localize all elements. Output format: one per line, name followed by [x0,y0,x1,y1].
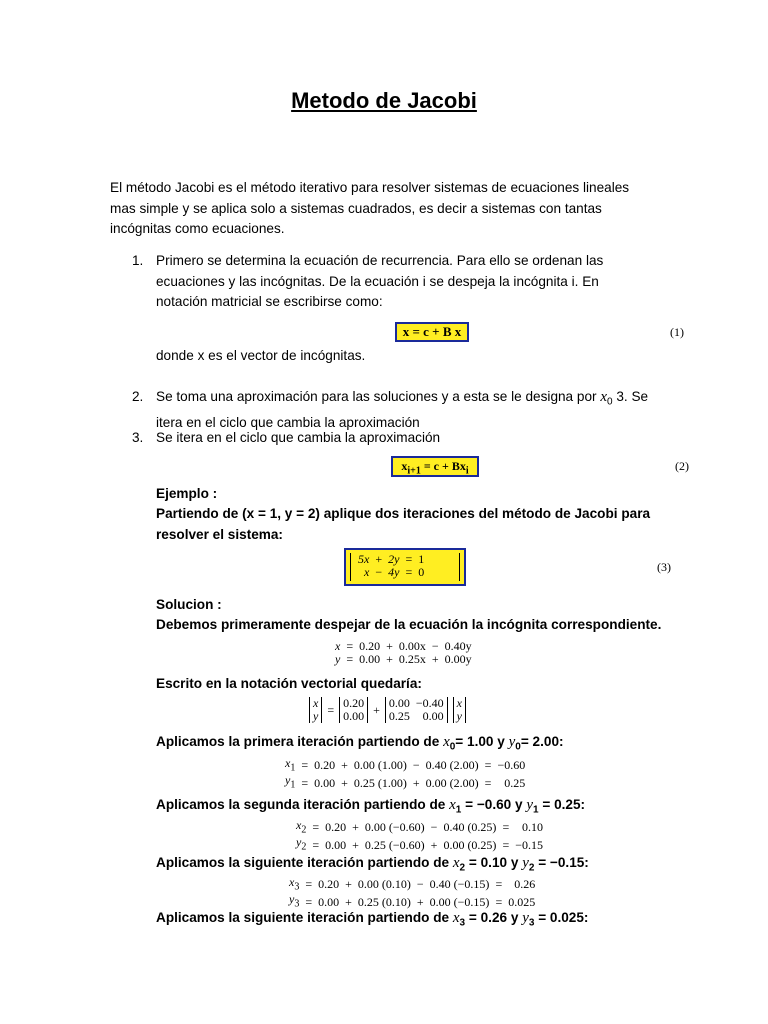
iteration3-table [286,876,538,911]
intro-line: mas simple y se aplica solo a sistemas cuadrados, es decir a sistemas con tantas [110,200,602,216]
vector-equation: x y = 0.20 0.00 + 0.00 −0.40 0.25 0.00 x y [309,697,466,723]
iteration-row: $x_1$ = 0.20 + 0.00 (1.00) − 0.40 (2.00) = −0.60 [285,756,526,774]
example-text [156,504,650,545]
step2-text [156,387,648,434]
vector-lhs: x y [309,697,322,723]
intro-paragraph [110,178,629,240]
iteration3-text: Aplicamos la siguiente iteración partiendo de $x_2 = 0.10$ y $y_2 = -0.15$: [156,855,589,874]
example-label: Ejemplo : [156,486,218,501]
intro-line: El método Jacobi es el método iterativo para resolver sistemas de ecuaciones lineales [110,180,630,195]
system-row: x − 4y = 0 [364,565,425,579]
matrix-b: 0.00 −0.40 0.25 0.00 [385,697,448,723]
vector-notation-text: Escrito en la notación vectorial quedaría: [156,676,422,691]
step3-text: Se itera en el ciclo que cambia la aproximación [156,430,441,445]
equation-number: (1) [670,325,684,339]
equation-number: (2) [675,459,689,473]
page-title: Metodo de Jacobi [291,88,477,113]
iteration-row: $y_1$ = 0.00 + 0.25 (1.00) + 0.00 (2.00) = 0.25 [285,773,526,791]
iteration2-table [293,819,546,854]
step2-line2: itera en el ciclo que cambia la aproximación [156,415,420,431]
solved-equations [332,640,475,666]
vector-rhs: x y [453,697,466,723]
example-line: resolver el sistema: [156,526,283,542]
iteration-equation-box: $x_{i+1} = c + Bx_i$ [391,456,479,477]
iteration-row: $x_2$ = 0.20 + 0.00 (−0.60) − 0.40 (0.25) = 0.10 [296,818,543,836]
equation-row: y = 0.00 + 0.25x + 0.00y [335,652,472,666]
system-equation-box [344,548,466,586]
step1-after-text: donde x es el vector de incógnitas. [156,348,366,363]
step1-line: Primero se determina la ecuación de recurrencia. Para ello se ordenan las [156,253,604,268]
equation-number: (3) [657,560,671,574]
recurrence-equation-box: x = c + B x [395,322,469,342]
equation-row: x = 0.20 + 0.00x − 0.40y [335,639,472,653]
step1-line: notación matricial se escribirse como: [156,294,383,309]
iteration1-table [282,757,528,792]
intro-line: incógnitas como ecuaciones. [110,221,285,236]
iteration-row: $y_3$ = 0.00 + 0.25 (0.10) + 0.00 (−0.15) = 0.025 [289,892,536,910]
step2-line1: Se toma una aproximación para las soluciones y a esta se le designa por $x_0$ 3. Se [156,389,649,408]
iteration1-text: Aplicamos la primera iteración partiendo de $x_0= 1.00$ y $y_0= 2.00$: [156,734,564,753]
step-number: 1. [132,253,144,268]
solution-text: Debemos primeramente despejar de la ecuación la incógnita correspondiente. [156,617,662,632]
iteration-row: $y_2$ = 0.00 + 0.25 (−0.60) + 0.00 (0.25) = −0.15 [296,835,543,853]
step1-text [156,251,603,313]
vector-c: 0.20 0.00 [339,697,368,723]
iteration2-text: Aplicamos la segunda iteración partiendo de $x_1 = -0.60$ y $y_1 = 0.25$: [156,797,586,816]
system-row: 5x + 2y = 1 [358,552,425,566]
solution-label: Solucion : [156,597,222,612]
iteration4-text: Aplicamos la siguiente iteración partiendo de $x_3 = 0.26$ y $y_3 = 0.025$: [156,910,589,929]
iteration-row: $x_3$ = 0.20 + 0.00 (0.10) − 0.40 (−0.15) = 0.26 [289,875,536,893]
step-number: 3. [132,430,144,445]
example-line: Partiendo de (x = 1, y = 2) aplique dos iteraciones del método de Jacobi para [156,506,651,521]
step1-line: ecuaciones y las incógnitas. De la ecuación i se despeja la incógnita i. En [156,273,599,289]
step-number: 2. [132,389,144,404]
